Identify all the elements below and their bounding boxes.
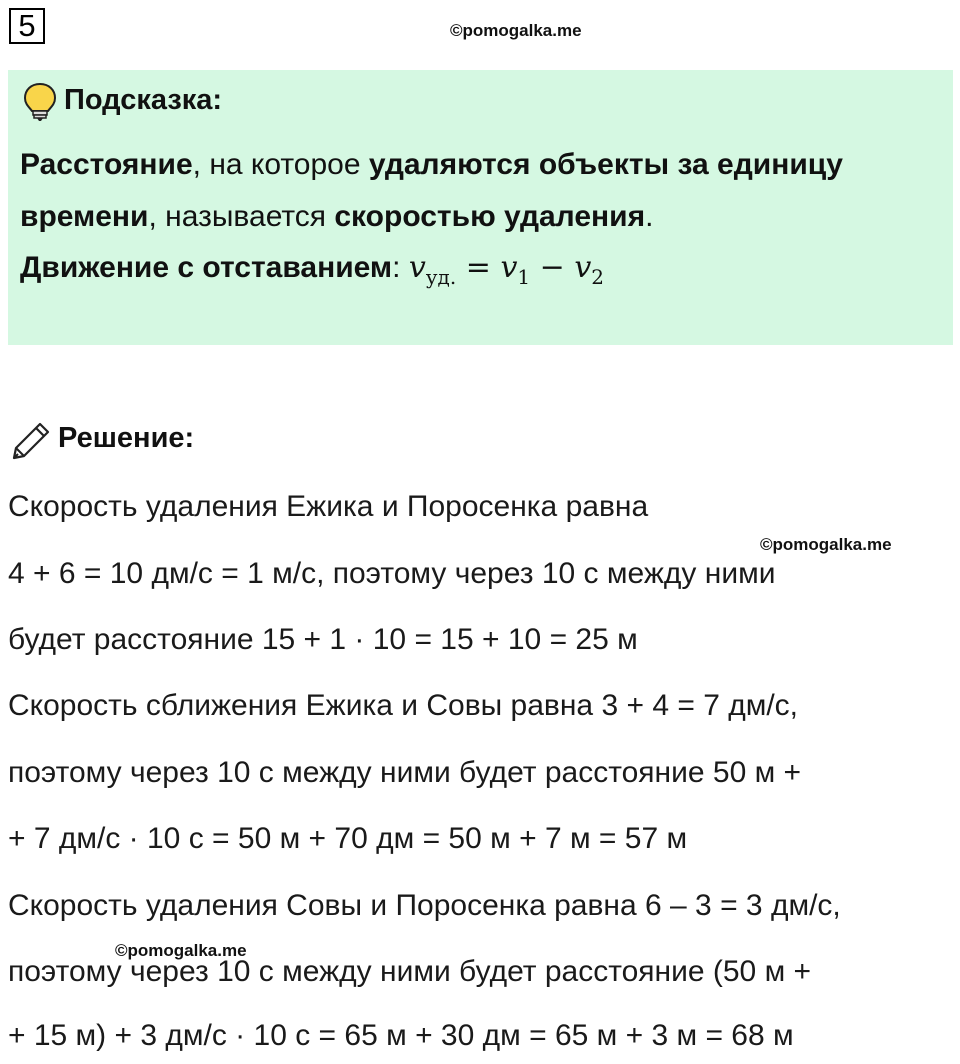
formula-eq: = — [456, 250, 501, 285]
solution-line-7: Скорость удаления Совы и Поросенка равна 6 – 3 = 3 дм/с, — [8, 889, 841, 922]
solution-line-9: + 15 м) + 3 дм/с · 10 с = 65 м + 30 дм = 65 м + 3 м = 68 м — [8, 1019, 794, 1052]
formula-sub-1: 1 — [517, 265, 531, 289]
solution-line-8: поэтому через 10 с между ними будет расстояние (50 м + — [8, 955, 812, 988]
solution-title: Решение: — [58, 422, 195, 454]
solution-line-6: + 7 дм/с · 10 с = 50 м + 70 дм = 50 м + 7 м = 57 м — [8, 822, 688, 855]
formula-sub-2: 2 — [591, 265, 605, 289]
hint-text: , называется — [148, 200, 335, 233]
watermark-top: ©pomogalka.me — [450, 21, 582, 40]
formula-v2: v — [574, 250, 592, 285]
solution-line-2: 4 + 6 = 10 дм/с = 1 м/с, поэтому через 10 с между ними — [8, 557, 776, 590]
hint-line-3 — [20, 250, 604, 289]
pencil-icon — [10, 420, 52, 462]
hint-title: Подсказка: — [64, 84, 223, 116]
formula-v: v — [408, 250, 426, 285]
watermark-middle: ©pomogalka.me — [760, 535, 892, 554]
term-separation-speed: скоростью удаления — [334, 200, 646, 233]
formula-minus: − — [530, 250, 575, 285]
hint-text: , на которое — [192, 148, 369, 181]
formula-v1: v — [500, 250, 518, 285]
solution-line-3: будет расстояние 15 + 1 · 10 = 15 + 10 = 25 м — [8, 623, 638, 656]
solution-line-5: поэтому через 10 с между ними будет расстояние 50 м + — [8, 756, 802, 789]
watermark-lower: ©pomogalka.me — [115, 941, 247, 960]
hint-text: : — [392, 251, 409, 284]
task-number-box: 5 — [9, 8, 45, 44]
term-time: времени — [20, 200, 149, 233]
formula-sub-ud: уд. — [425, 265, 457, 289]
solution-line-4: Скорость сближения Ежика и Совы равна 3 + 4 = 7 дм/с, — [8, 689, 799, 722]
lightbulb-icon — [22, 82, 58, 122]
hint-line-1 — [20, 148, 843, 182]
term-distance: Расстояние — [20, 148, 193, 181]
term-move-apart: удаляются объекты за единицу — [368, 148, 843, 181]
hint-text: . — [645, 200, 654, 233]
term-lagging-motion: Движение с отставанием — [20, 251, 393, 284]
solution-line-1: Скорость удаления Ежика и Поросенка равна — [8, 490, 649, 523]
hint-line-2 — [20, 200, 653, 234]
formula — [408, 250, 605, 289]
